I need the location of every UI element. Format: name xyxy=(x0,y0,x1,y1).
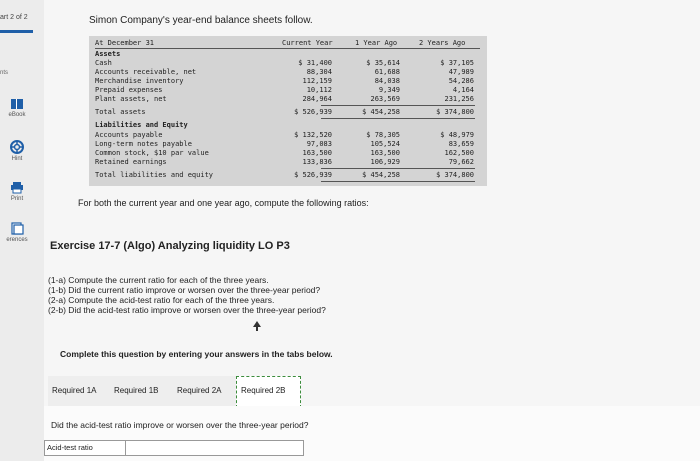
table-row: Long-term notes payable 97,083 105,524 83,659 xyxy=(95,140,474,148)
table-row: Cash $ 31,400 $ 35,614 $ 37,105 xyxy=(95,59,474,67)
total-underline xyxy=(321,118,475,119)
table-row: Accounts receivable, net 88,304 61,688 47,989 xyxy=(95,68,474,76)
header-current-year: Current Year xyxy=(282,39,333,47)
sidebar-item-label: eBook xyxy=(8,112,26,118)
sidebar-item-label: Hint xyxy=(11,156,23,162)
total-assets-row: Total assets $ 526,939 $ 454,258 $ 374,800 xyxy=(95,108,474,116)
sidebar-item-label: Print xyxy=(10,196,24,202)
sidebar xyxy=(0,0,40,461)
sidebar-item-label: erences xyxy=(6,237,28,243)
exercise-title: Exercise 17-7 (Algo) Analyzing liquidity LO P3 xyxy=(50,240,290,252)
subtotal-line xyxy=(321,105,475,106)
answer-label: Acid-test ratio xyxy=(45,441,126,455)
table-row: Prepaid expenses 10,112 9,349 4,164 xyxy=(95,86,474,94)
acid-test-ratio-input[interactable] xyxy=(126,441,301,455)
tab-required-2b[interactable]: Required 2B xyxy=(236,376,301,408)
part-label: art 2 of 2 xyxy=(0,14,28,21)
cursor-arrow-icon xyxy=(253,321,261,331)
total-liabilities-row: Total liabilities and equity $ 526,939 $ 454,258 $ 374,800 xyxy=(95,171,474,179)
table-row: Retained earnings 133,836 106,929 79,662 xyxy=(95,158,474,166)
sidebar-item-references[interactable] xyxy=(0,222,34,243)
part-progress-bar xyxy=(0,30,33,33)
tab-required-2a[interactable]: Required 2A xyxy=(173,376,237,406)
requirement-item: (1-b) Did the current ratio improve or worsen over the three-year period? xyxy=(48,285,321,295)
question-text: Did the acid-test ratio improve or worsen over the three-year period? xyxy=(51,420,309,430)
sidebar-truncated-label: nts xyxy=(0,70,9,76)
complete-instruction: Complete this question by entering your answers in the tabs below. xyxy=(60,349,333,359)
requirements-list xyxy=(48,275,326,315)
header-underline xyxy=(95,48,480,49)
requirement-item: (2-a) Compute the acid-test ratio for each of the three years. xyxy=(48,295,275,305)
compute-instruction: For both the current year and one year ago, compute the following ratios: xyxy=(78,198,369,208)
table-row: Common stock, $10 par value 163,500 163,500 162,500 xyxy=(95,149,474,157)
book-icon xyxy=(10,98,24,110)
subtotal-line xyxy=(321,168,475,169)
intro-text: Simon Company's year-end balance sheets follow. xyxy=(89,15,313,26)
table-row: Merchandise inventory 112,159 84,038 54,286 xyxy=(95,77,474,85)
printer-icon xyxy=(10,181,24,194)
balance-sheet-table xyxy=(89,36,487,186)
total-underline xyxy=(321,181,475,182)
table-row: Plant assets, net 284,964 263,569 231,256 xyxy=(95,95,474,103)
references-icon xyxy=(10,222,24,235)
header-one-year-ago: 1 Year Ago xyxy=(355,39,398,47)
requirement-item: (1-a) Compute the current ratio for each of the three years. xyxy=(48,275,269,285)
assets-heading: Assets xyxy=(95,50,121,58)
tab-required-1b[interactable]: Required 1B xyxy=(110,376,174,406)
main-content xyxy=(44,0,700,461)
sidebar-item-print[interactable] xyxy=(0,181,34,202)
header-two-years-ago: 2 Years Ago xyxy=(419,39,466,47)
tab-required-1a[interactable]: Required 1A xyxy=(48,376,111,406)
requirement-item: (2-b) Did the acid-test ratio improve or worsen over the three-year period? xyxy=(48,305,326,315)
liabilities-heading: Liabilities and Equity xyxy=(95,121,188,129)
answer-row xyxy=(44,440,304,456)
tab-panel-required-2b xyxy=(44,406,700,461)
table-row: Accounts payable $ 132,520 $ 78,305 $ 48,979 xyxy=(95,131,474,139)
sidebar-item-hint[interactable] xyxy=(0,140,34,162)
lifebuoy-icon xyxy=(10,140,24,154)
sidebar-item-ebook[interactable] xyxy=(0,98,34,118)
header-at-december: At December 31 xyxy=(95,39,155,47)
